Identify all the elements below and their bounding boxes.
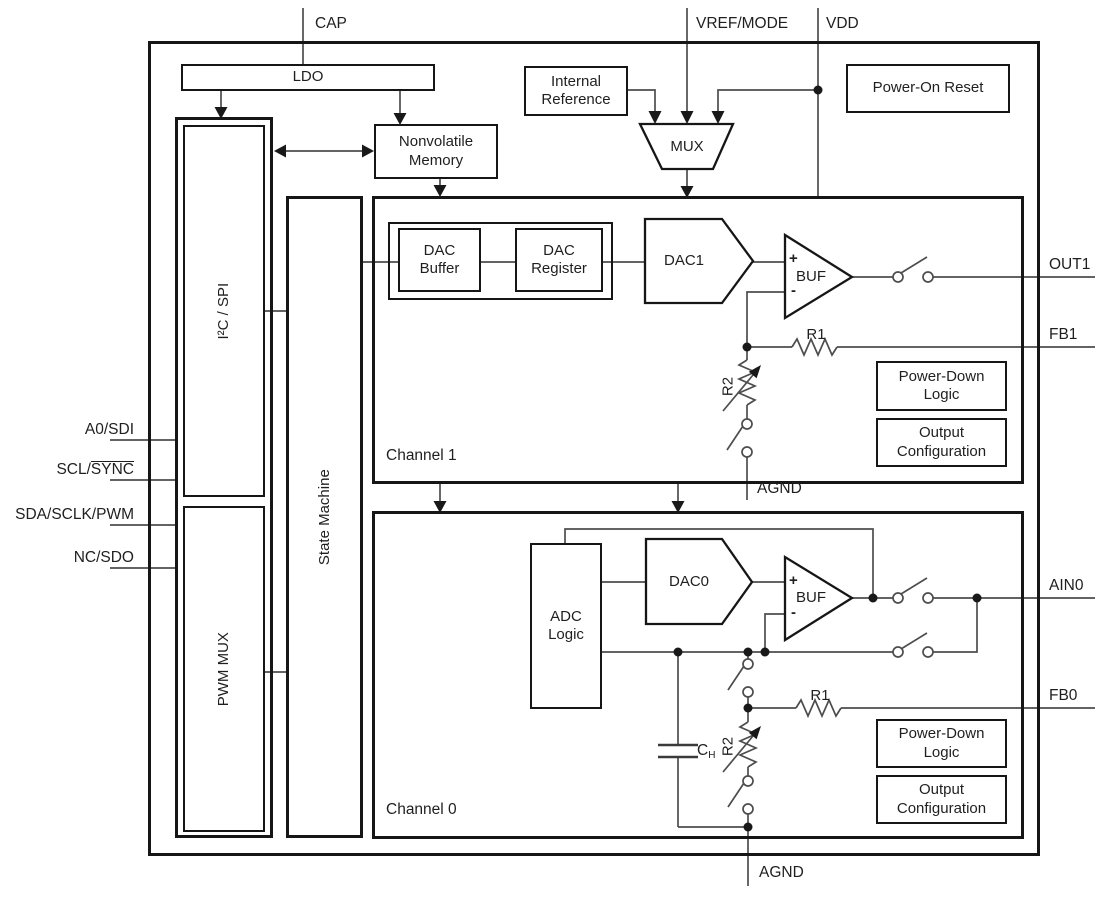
cap-label-main: C xyxy=(697,742,709,759)
pin-label-a0-sdi: A0/SDI xyxy=(84,421,134,438)
hold-capacitor-label xyxy=(697,742,715,761)
buf1-label: BUF xyxy=(796,268,826,285)
r2-label-ch1: R2 xyxy=(719,376,737,397)
pin-label-sda-sclk-pwm: SDA/SCLK/PWM xyxy=(15,506,134,523)
r1-label-ch1: R1 xyxy=(806,326,826,343)
pin-label-nc-sdo: NC/SDO xyxy=(73,549,134,566)
channel0-caption: Channel 0 xyxy=(386,801,457,818)
channel1-caption: Channel 1 xyxy=(386,447,457,464)
i2c-spi-label: I²C / SPI xyxy=(214,282,232,340)
pin-label-vref-mode: VREF/MODE xyxy=(696,15,789,32)
pin-label-vdd: VDD xyxy=(826,15,859,32)
power-down-logic-block-ch1: Power-Down Logic xyxy=(876,361,1007,411)
i2c-spi-block xyxy=(183,125,265,497)
state-machine-block xyxy=(286,196,363,838)
power-down-logic-block-ch0: Power-Down Logic xyxy=(876,719,1007,768)
mux-label: MUX xyxy=(670,138,704,155)
output-configuration-block-ch0: Output Configuration xyxy=(876,775,1007,824)
buf0-label: BUF xyxy=(796,589,826,606)
pin-label-cap: CAP xyxy=(315,15,347,32)
state-machine-label: State Machine xyxy=(315,469,333,565)
buf0-minus-input: - xyxy=(791,604,796,621)
pin-label-scl-sync xyxy=(56,461,134,479)
pin-label-fb0: FB0 xyxy=(1049,687,1078,704)
adc-logic-block: ADC Logic xyxy=(530,543,602,709)
ldo-block: LDO xyxy=(181,64,435,91)
pwm-mux-label: PWM MUX xyxy=(214,631,232,707)
agnd-label-ch0: AGND xyxy=(759,864,804,881)
pin-label-ain0: AIN0 xyxy=(1049,577,1084,594)
agnd-label-ch1: AGND xyxy=(757,480,802,497)
scl-text: SCL/ xyxy=(56,461,91,478)
buf1-minus-input: - xyxy=(791,282,796,299)
dac-buffer-block: DAC Buffer xyxy=(398,228,481,292)
r2-label-ch0: R2 xyxy=(719,736,737,757)
sync-overline-text: SYNC xyxy=(90,461,134,478)
dac-register-block: DAC Register xyxy=(515,228,603,292)
buf0-plus-input: + xyxy=(789,572,798,589)
power-on-reset-block: Power-On Reset xyxy=(846,64,1010,113)
cap-label-sub: H xyxy=(708,750,716,761)
pin-label-out1: OUT1 xyxy=(1049,256,1091,273)
r1-label-ch0: R1 xyxy=(810,687,830,704)
output-configuration-block-ch1: Output Configuration xyxy=(876,418,1007,467)
pwm-mux-block xyxy=(183,506,265,832)
buf1-plus-input: + xyxy=(789,250,798,267)
pin-label-fb1: FB1 xyxy=(1049,326,1078,343)
nonvolatile-memory-block: Nonvolatile Memory xyxy=(374,124,498,179)
internal-reference-block: Internal Reference xyxy=(524,66,628,116)
dac0-label: DAC0 xyxy=(668,573,709,590)
dac1-label: DAC1 xyxy=(663,252,704,269)
